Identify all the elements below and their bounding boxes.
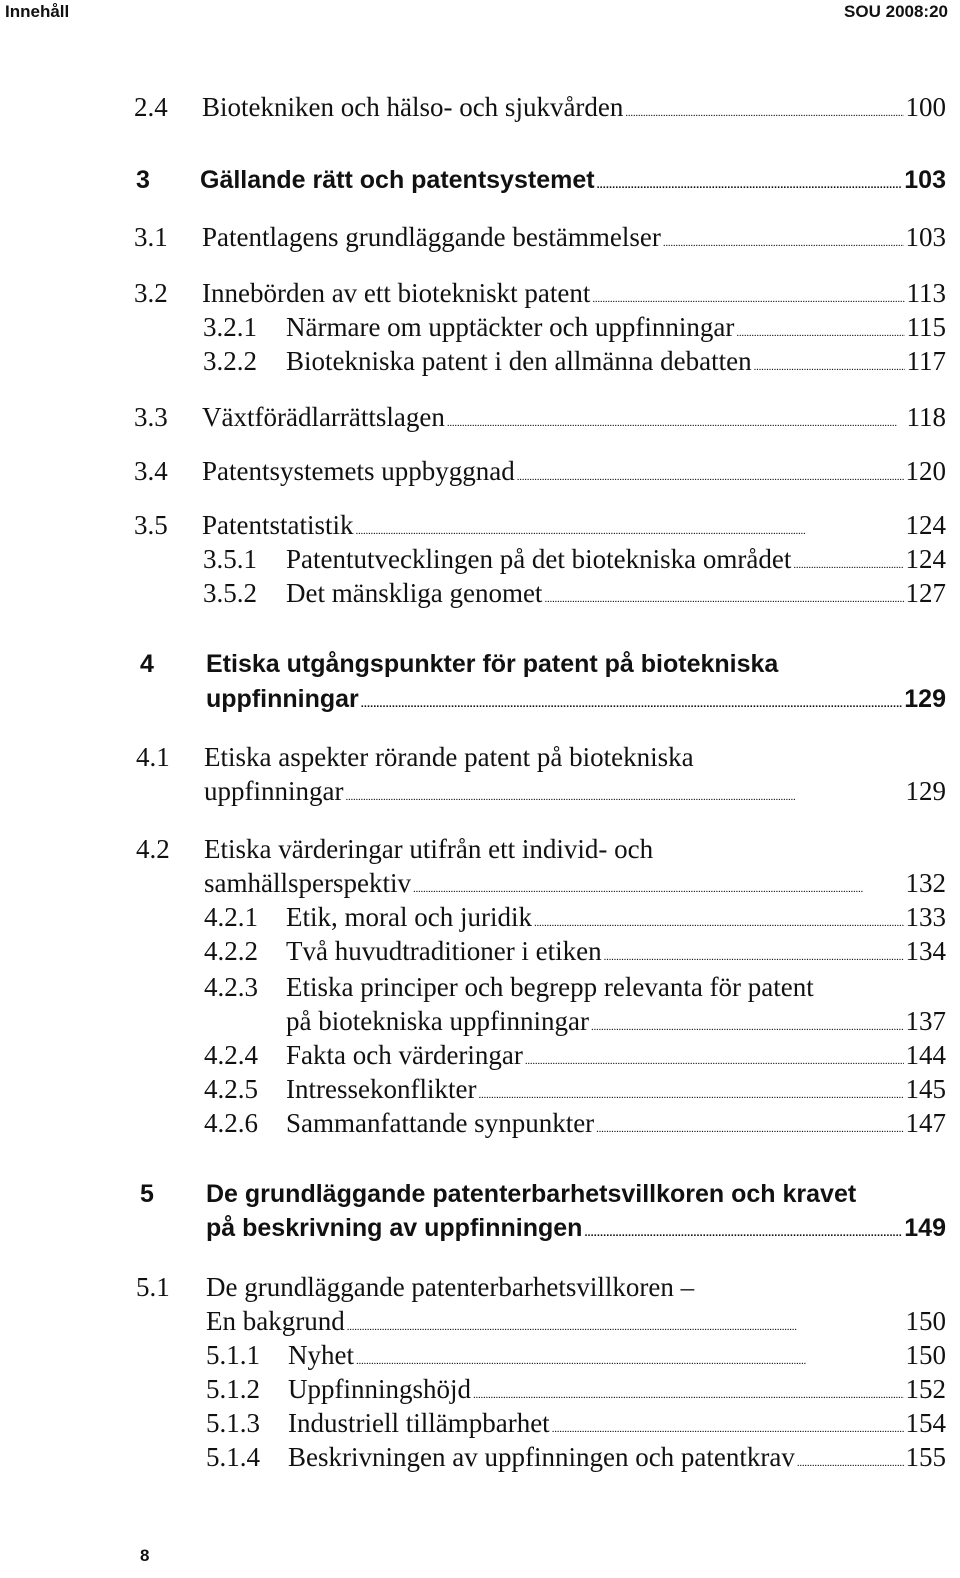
section-title: Innebörden av ett biotekniskt patent (202, 278, 591, 308)
page-number: 113 (906, 278, 946, 308)
section-title-line1: Etiska principer och begrepp relevanta för patent (286, 972, 814, 1002)
dot-leader (544, 593, 903, 605)
dot-leader (625, 107, 903, 119)
toc-entry[interactable] (203, 312, 946, 343)
page-number: 149 (904, 1214, 946, 1242)
footer-page-number: 8 (140, 1546, 150, 1565)
section-number: 3.2.2 (203, 346, 257, 376)
dot-leader (473, 1389, 903, 1401)
chapter-title: Gällande rätt och patentsystemet (200, 166, 595, 194)
section-title: Patentlagens grundläggande bestämmelser (202, 222, 661, 252)
section-title-line2: En bakgrund (206, 1306, 345, 1336)
section-number: 3.2.1 (203, 312, 257, 342)
dot-leader (534, 917, 904, 929)
section-title: Etik, moral och juridik (286, 902, 532, 932)
toc-entry[interactable] (203, 346, 946, 377)
page-number: 152 (905, 1374, 946, 1404)
section-number: 5.1.3 (206, 1408, 260, 1438)
running-header-report-id: SOU 2008:20 (844, 2, 948, 21)
page-number: 133 (905, 902, 946, 932)
chapter-number: 5 (140, 1180, 154, 1208)
toc-entry[interactable] (204, 1074, 946, 1105)
dot-leader (793, 559, 903, 571)
toc-chapter-entry[interactable] (136, 166, 946, 195)
section-title: Intressekonflikter (286, 1074, 477, 1104)
toc-entry[interactable] (206, 1442, 946, 1473)
dot-leader (663, 237, 904, 249)
dot-leader (517, 471, 904, 483)
page-number: 124 (905, 544, 946, 574)
section-number: 3.3 (134, 402, 168, 432)
dot-leader (356, 525, 904, 537)
chapter-number: 4 (140, 650, 154, 678)
toc-entry[interactable] (206, 1340, 946, 1371)
page-number: 120 (905, 456, 946, 486)
page-number: 155 (905, 1442, 946, 1472)
toc-chapter-entry[interactable] (206, 685, 946, 714)
page-number: 124 (905, 510, 946, 540)
section-title: Industriell tillämpbarhet (288, 1408, 550, 1438)
section-title: Patentsystemets uppbyggnad (202, 456, 515, 486)
section-title-line1: De grundläggande patenterbarhetsvillkoren – (206, 1272, 695, 1302)
dot-leader (596, 1123, 903, 1135)
page-number: 117 (906, 346, 946, 376)
dot-leader (347, 1321, 904, 1333)
page-number: 150 (905, 1340, 946, 1370)
toc-entry[interactable] (206, 1408, 946, 1439)
toc-entry[interactable] (204, 1108, 946, 1139)
toc-entry[interactable] (203, 544, 946, 575)
section-title: Patentutvecklingen på det biotekniska området (286, 544, 792, 574)
toc-entry[interactable] (204, 868, 946, 899)
toc-entry[interactable] (204, 1040, 946, 1071)
page-number: 137 (905, 1006, 946, 1036)
section-title: Beskrivningen av uppfinningen och patentkrav (288, 1442, 795, 1472)
section-title: Två huvudtraditioner i etiken (286, 936, 602, 966)
section-number: 5.1.1 (206, 1340, 260, 1370)
dot-leader (447, 417, 905, 429)
page-number: 154 (905, 1408, 946, 1438)
section-number: 3.4 (134, 456, 168, 486)
dot-leader (597, 179, 903, 191)
page-number: 115 (906, 312, 946, 342)
page-number: 147 (905, 1108, 946, 1138)
toc-entry[interactable] (204, 776, 946, 807)
section-number: 4.2.5 (204, 1074, 258, 1104)
page-number: 127 (905, 578, 946, 608)
section-number: 3.5 (134, 510, 168, 540)
page-number: 132 (905, 868, 946, 898)
page-number: 129 (905, 776, 946, 806)
dot-leader (356, 1355, 904, 1367)
dot-leader (797, 1457, 904, 1469)
dot-leader (552, 1423, 904, 1435)
dot-leader (604, 951, 904, 963)
section-number: 4.2.4 (204, 1040, 258, 1070)
page-number: 129 (904, 685, 946, 713)
running-header-section: Innehåll (5, 2, 70, 21)
section-number: 4.2.3 (204, 972, 258, 1002)
section-title-line2: uppfinningar (204, 776, 344, 806)
section-title-line1: Etiska aspekter rörande patent på biotekniska (204, 742, 694, 772)
section-number: 4.1 (136, 742, 170, 772)
dot-leader (736, 327, 904, 339)
toc-entry[interactable] (204, 936, 946, 967)
chapter-title-line2: uppfinningar (206, 685, 359, 713)
page-number: 100 (905, 92, 946, 122)
section-number: 3.5.1 (203, 544, 257, 574)
dot-leader (754, 361, 905, 373)
section-title: Närmare om upptäckter och uppfinningar (286, 312, 735, 342)
page-number: 145 (905, 1074, 946, 1104)
chapter-title-line1: Etiska utgångspunkter för patent på biotekniska (206, 650, 779, 678)
section-title: Uppfinningshöjd (288, 1374, 472, 1404)
section-title: Biotekniska patent i den allmänna debatten (286, 346, 752, 376)
chapter-title-line1: De grundläggande patenterbarhetsvillkoren och kravet (206, 1180, 857, 1208)
section-number: 3.5.2 (203, 578, 257, 608)
section-number: 2.4 (134, 92, 168, 122)
section-number: 5.1 (136, 1272, 170, 1302)
dot-leader (345, 791, 903, 803)
toc-entry[interactable] (134, 456, 946, 487)
section-number: 5.1.4 (206, 1442, 260, 1472)
section-title: Biotekniken och hälso- och sjukvården (202, 92, 624, 122)
dot-leader (525, 1055, 904, 1067)
section-title: Växtförädlarrättslagen (202, 402, 445, 432)
section-title: Sammanfattande synpunkter (286, 1108, 595, 1138)
toc-entry[interactable] (134, 402, 946, 433)
page-number: 118 (906, 402, 946, 432)
section-number: 3.2 (134, 278, 168, 308)
section-number: 4.2.2 (204, 936, 258, 966)
section-number: 3.1 (134, 222, 168, 252)
section-title-line2: samhällsperspektiv (204, 868, 411, 898)
page-number: 103 (904, 166, 946, 194)
dot-leader (413, 883, 904, 895)
section-number: 4.2 (136, 834, 170, 864)
section-title: Det mänskliga genomet (286, 578, 543, 608)
toc-entry[interactable] (286, 1006, 946, 1037)
toc-entry[interactable] (203, 578, 946, 609)
toc-entry[interactable] (206, 1306, 946, 1337)
toc-entry[interactable] (206, 1374, 946, 1405)
dot-leader (361, 698, 903, 710)
toc-entry[interactable] (134, 278, 946, 309)
section-title-line1: Etiska värderingar utifrån ett individ- och (204, 834, 654, 864)
section-title: Fakta och värderingar (286, 1040, 523, 1070)
chapter-title-line2: på beskrivning av uppfinningen (206, 1214, 583, 1242)
section-number: 5.1.2 (206, 1374, 260, 1404)
dot-leader (478, 1089, 903, 1101)
section-title: Patentstatistik (202, 510, 354, 540)
dot-leader (584, 1227, 902, 1239)
section-number: 4.2.1 (204, 902, 258, 932)
section-title-line2: på biotekniska uppfinningar (286, 1006, 589, 1036)
chapter-number: 3 (136, 166, 150, 194)
page-number: 144 (905, 1040, 946, 1070)
toc-entry[interactable] (134, 510, 946, 541)
page-number: 103 (905, 222, 946, 252)
page-number: 134 (905, 936, 946, 966)
toc-entry[interactable] (204, 902, 946, 933)
dot-leader (592, 293, 904, 305)
section-number: 4.2.6 (204, 1108, 258, 1138)
toc-entry[interactable] (134, 222, 946, 253)
toc-entry[interactable] (134, 92, 946, 123)
dot-leader (591, 1021, 904, 1033)
section-title: Nyhet (288, 1340, 354, 1370)
toc-chapter-entry[interactable] (206, 1214, 946, 1243)
page-number: 150 (905, 1306, 946, 1336)
